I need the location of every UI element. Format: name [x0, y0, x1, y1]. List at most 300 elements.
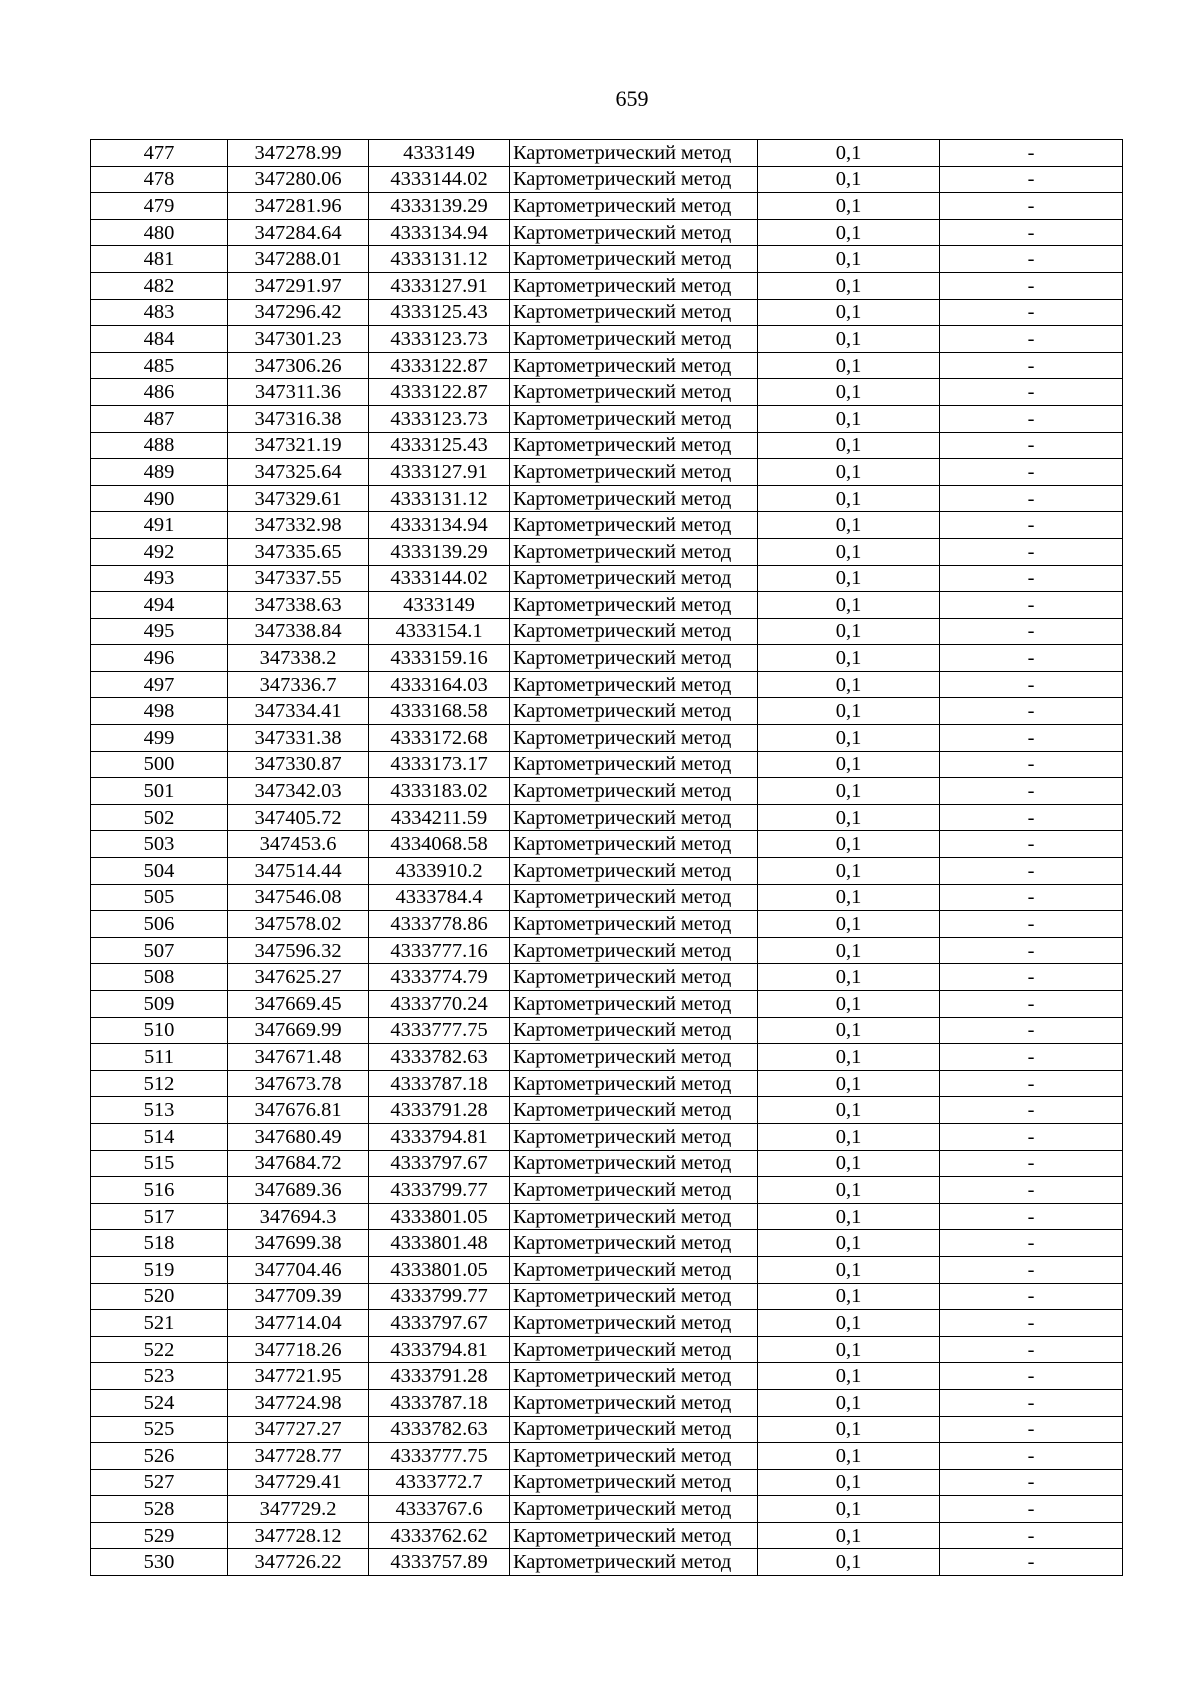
x-coordinate-cell: 347728.77: [228, 1443, 369, 1470]
y-coordinate-cell: 4333910.2: [369, 858, 510, 885]
y-coordinate-cell: 4333123.73: [369, 326, 510, 353]
method-cell: Картометрический метод: [510, 725, 758, 752]
description-cell: -: [940, 1044, 1123, 1071]
accuracy-cell: 0,1: [758, 778, 940, 805]
table-row: [91, 512, 1123, 539]
point-number-cell: 521: [91, 1310, 228, 1337]
point-number-cell: 506: [91, 911, 228, 938]
x-coordinate-cell: 347729.2: [228, 1496, 369, 1523]
description-cell: -: [940, 193, 1123, 220]
accuracy-cell: 0,1: [758, 1336, 940, 1363]
method-cell: Картометрический метод: [510, 592, 758, 619]
description-cell: -: [940, 299, 1123, 326]
y-coordinate-cell: 4333801.05: [369, 1256, 510, 1283]
point-number-cell: 483: [91, 299, 228, 326]
description-cell: -: [940, 1097, 1123, 1124]
x-coordinate-cell: 347673.78: [228, 1070, 369, 1097]
point-number-cell: 486: [91, 379, 228, 406]
x-coordinate-cell: 347684.72: [228, 1150, 369, 1177]
accuracy-cell: 0,1: [758, 804, 940, 831]
x-coordinate-cell: 347284.64: [228, 219, 369, 246]
x-coordinate-cell: 347338.84: [228, 618, 369, 645]
table-row: [91, 751, 1123, 778]
point-number-cell: 512: [91, 1070, 228, 1097]
y-coordinate-cell: 4333772.7: [369, 1469, 510, 1496]
description-cell: -: [940, 1256, 1123, 1283]
accuracy-cell: 0,1: [758, 911, 940, 938]
accuracy-cell: 0,1: [758, 671, 940, 698]
x-coordinate-cell: 347718.26: [228, 1336, 369, 1363]
method-cell: Картометрический метод: [510, 1017, 758, 1044]
y-coordinate-cell: 4333131.12: [369, 246, 510, 273]
point-number-cell: 517: [91, 1203, 228, 1230]
accuracy-cell: 0,1: [758, 1123, 940, 1150]
point-number-cell: 519: [91, 1256, 228, 1283]
x-coordinate-cell: 347625.27: [228, 964, 369, 991]
description-cell: -: [940, 512, 1123, 539]
y-coordinate-cell: 4333173.17: [369, 751, 510, 778]
y-coordinate-cell: 4333149: [369, 140, 510, 167]
description-cell: -: [940, 804, 1123, 831]
table-row: [91, 911, 1123, 938]
table-row: [91, 565, 1123, 592]
y-coordinate-cell: 4333791.28: [369, 1097, 510, 1124]
x-coordinate-cell: 347669.99: [228, 1017, 369, 1044]
description-cell: -: [940, 884, 1123, 911]
x-coordinate-cell: 347325.64: [228, 459, 369, 486]
x-coordinate-cell: 347721.95: [228, 1363, 369, 1390]
description-cell: -: [940, 964, 1123, 991]
table-row: [91, 1469, 1123, 1496]
point-number-cell: 502: [91, 804, 228, 831]
x-coordinate-cell: 347726.22: [228, 1549, 369, 1576]
x-coordinate-cell: 347306.26: [228, 352, 369, 379]
table-row: [91, 778, 1123, 805]
accuracy-cell: 0,1: [758, 538, 940, 565]
table-row: [91, 459, 1123, 486]
description-cell: -: [940, 140, 1123, 167]
y-coordinate-cell: 4333794.81: [369, 1123, 510, 1150]
table-row: [91, 1283, 1123, 1310]
x-coordinate-cell: 347321.19: [228, 432, 369, 459]
x-coordinate-cell: 347336.7: [228, 671, 369, 698]
method-cell: Картометрический метод: [510, 538, 758, 565]
method-cell: Картометрический метод: [510, 352, 758, 379]
y-coordinate-cell: 4333799.77: [369, 1177, 510, 1204]
accuracy-cell: 0,1: [758, 725, 940, 752]
point-number-cell: 525: [91, 1416, 228, 1443]
y-coordinate-cell: 4333122.87: [369, 379, 510, 406]
description-cell: -: [940, 1150, 1123, 1177]
method-cell: Картометрический метод: [510, 1469, 758, 1496]
point-number-cell: 490: [91, 485, 228, 512]
x-coordinate-cell: 347453.6: [228, 831, 369, 858]
accuracy-cell: 0,1: [758, 964, 940, 991]
table-row: [91, 140, 1123, 167]
y-coordinate-cell: 4333123.73: [369, 405, 510, 432]
accuracy-cell: 0,1: [758, 1230, 940, 1257]
table-row: [91, 884, 1123, 911]
accuracy-cell: 0,1: [758, 831, 940, 858]
accuracy-cell: 0,1: [758, 1443, 940, 1470]
point-number-cell: 510: [91, 1017, 228, 1044]
description-cell: -: [940, 911, 1123, 938]
accuracy-cell: 0,1: [758, 618, 940, 645]
y-coordinate-cell: 4333134.94: [369, 219, 510, 246]
x-coordinate-cell: 347281.96: [228, 193, 369, 220]
table-row: [91, 538, 1123, 565]
table-row: [91, 246, 1123, 273]
table-row: [91, 1549, 1123, 1576]
y-coordinate-cell: 4334068.58: [369, 831, 510, 858]
y-coordinate-cell: 4333799.77: [369, 1283, 510, 1310]
x-coordinate-cell: 347291.97: [228, 272, 369, 299]
y-coordinate-cell: 4333139.29: [369, 538, 510, 565]
accuracy-cell: 0,1: [758, 884, 940, 911]
method-cell: Картометрический метод: [510, 618, 758, 645]
table-row: [91, 1363, 1123, 1390]
accuracy-cell: 0,1: [758, 272, 940, 299]
table-row: [91, 299, 1123, 326]
y-coordinate-cell: 4333183.02: [369, 778, 510, 805]
y-coordinate-cell: 4333131.12: [369, 485, 510, 512]
page-number: 659: [615, 86, 649, 111]
description-cell: -: [940, 1283, 1123, 1310]
y-coordinate-cell: 4333762.62: [369, 1522, 510, 1549]
x-coordinate-cell: 347278.99: [228, 140, 369, 167]
point-number-cell: 523: [91, 1363, 228, 1390]
table-row: [91, 1097, 1123, 1124]
table-row: [91, 193, 1123, 220]
method-cell: Картометрический метод: [510, 1256, 758, 1283]
x-coordinate-cell: 347578.02: [228, 911, 369, 938]
description-cell: -: [940, 166, 1123, 193]
method-cell: Картометрический метод: [510, 1496, 758, 1523]
y-coordinate-cell: 4333125.43: [369, 432, 510, 459]
point-number-cell: 499: [91, 725, 228, 752]
table-row: [91, 326, 1123, 353]
table-row: [91, 1416, 1123, 1443]
y-coordinate-cell: 4333164.03: [369, 671, 510, 698]
point-number-cell: 479: [91, 193, 228, 220]
accuracy-cell: 0,1: [758, 485, 940, 512]
accuracy-cell: 0,1: [758, 1363, 940, 1390]
description-cell: -: [940, 1336, 1123, 1363]
method-cell: Картометрический метод: [510, 565, 758, 592]
description-cell: -: [940, 778, 1123, 805]
table-row: [91, 1443, 1123, 1470]
accuracy-cell: 0,1: [758, 405, 940, 432]
method-cell: Картометрический метод: [510, 1363, 758, 1390]
x-coordinate-cell: 347669.45: [228, 991, 369, 1018]
point-number-cell: 505: [91, 884, 228, 911]
description-cell: -: [940, 485, 1123, 512]
x-coordinate-cell: 347301.23: [228, 326, 369, 353]
method-cell: Картометрический метод: [510, 937, 758, 964]
description-cell: -: [940, 352, 1123, 379]
y-coordinate-cell: 4333797.67: [369, 1150, 510, 1177]
method-cell: Картометрический метод: [510, 1522, 758, 1549]
description-cell: -: [940, 1203, 1123, 1230]
method-cell: Картометрический метод: [510, 1310, 758, 1337]
y-coordinate-cell: 4333144.02: [369, 565, 510, 592]
x-coordinate-cell: 347338.63: [228, 592, 369, 619]
point-number-cell: 498: [91, 698, 228, 725]
accuracy-cell: 0,1: [758, 565, 940, 592]
table-row: [91, 1496, 1123, 1523]
y-coordinate-cell: 4333770.24: [369, 991, 510, 1018]
point-number-cell: 492: [91, 538, 228, 565]
method-cell: Картометрический метод: [510, 326, 758, 353]
method-cell: Картометрический метод: [510, 698, 758, 725]
table-row: [91, 219, 1123, 246]
table-row: [91, 1310, 1123, 1337]
method-cell: Картометрический метод: [510, 485, 758, 512]
table-row: [91, 1230, 1123, 1257]
method-cell: Картометрический метод: [510, 1389, 758, 1416]
accuracy-cell: 0,1: [758, 193, 940, 220]
point-number-cell: 526: [91, 1443, 228, 1470]
table-row: [91, 804, 1123, 831]
table-row: [91, 1017, 1123, 1044]
method-cell: Картометрический метод: [510, 459, 758, 486]
x-coordinate-cell: 347729.41: [228, 1469, 369, 1496]
accuracy-cell: 0,1: [758, 1522, 940, 1549]
description-cell: -: [940, 725, 1123, 752]
table-row: [91, 858, 1123, 885]
point-number-cell: 520: [91, 1283, 228, 1310]
y-coordinate-cell: 4333757.89: [369, 1549, 510, 1576]
description-cell: -: [940, 1017, 1123, 1044]
point-number-cell: 501: [91, 778, 228, 805]
point-number-cell: 514: [91, 1123, 228, 1150]
accuracy-cell: 0,1: [758, 1097, 940, 1124]
x-coordinate-cell: 347546.08: [228, 884, 369, 911]
x-coordinate-cell: 347694.3: [228, 1203, 369, 1230]
table-row: [91, 1522, 1123, 1549]
method-cell: Картометрический метод: [510, 299, 758, 326]
point-number-cell: 488: [91, 432, 228, 459]
description-cell: -: [940, 326, 1123, 353]
table-row: [91, 166, 1123, 193]
y-coordinate-cell: 4333782.63: [369, 1416, 510, 1443]
y-coordinate-cell: 4333168.58: [369, 698, 510, 725]
x-coordinate-cell: 347334.41: [228, 698, 369, 725]
method-cell: Картометрический метод: [510, 1230, 758, 1257]
table-row: [91, 592, 1123, 619]
description-cell: -: [940, 1469, 1123, 1496]
coordinates-table: [90, 139, 1123, 1576]
accuracy-cell: 0,1: [758, 1203, 940, 1230]
description-cell: -: [940, 698, 1123, 725]
description-cell: -: [940, 1123, 1123, 1150]
method-cell: Картометрический метод: [510, 140, 758, 167]
y-coordinate-cell: 4333122.87: [369, 352, 510, 379]
accuracy-cell: 0,1: [758, 246, 940, 273]
y-coordinate-cell: 4333154.1: [369, 618, 510, 645]
description-cell: -: [940, 219, 1123, 246]
accuracy-cell: 0,1: [758, 1469, 940, 1496]
description-cell: -: [940, 991, 1123, 1018]
point-number-cell: 482: [91, 272, 228, 299]
description-cell: -: [940, 858, 1123, 885]
point-number-cell: 513: [91, 1097, 228, 1124]
x-coordinate-cell: 347337.55: [228, 565, 369, 592]
point-number-cell: 497: [91, 671, 228, 698]
point-number-cell: 504: [91, 858, 228, 885]
table-row: [91, 1203, 1123, 1230]
description-cell: -: [940, 592, 1123, 619]
x-coordinate-cell: 347704.46: [228, 1256, 369, 1283]
coordinates-table-body: [91, 140, 1123, 1576]
accuracy-cell: 0,1: [758, 1150, 940, 1177]
method-cell: Картометрический метод: [510, 1443, 758, 1470]
description-cell: -: [940, 1363, 1123, 1390]
table-row: [91, 1336, 1123, 1363]
table-row: [91, 379, 1123, 406]
x-coordinate-cell: 347724.98: [228, 1389, 369, 1416]
accuracy-cell: 0,1: [758, 1017, 940, 1044]
table-row: [91, 991, 1123, 1018]
point-number-cell: 491: [91, 512, 228, 539]
x-coordinate-cell: 347514.44: [228, 858, 369, 885]
y-coordinate-cell: 4333801.05: [369, 1203, 510, 1230]
point-number-cell: 516: [91, 1177, 228, 1204]
y-coordinate-cell: 4333777.16: [369, 937, 510, 964]
accuracy-cell: 0,1: [758, 858, 940, 885]
y-coordinate-cell: 4333127.91: [369, 272, 510, 299]
y-coordinate-cell: 4333149: [369, 592, 510, 619]
method-cell: Картометрический метод: [510, 246, 758, 273]
description-cell: -: [940, 831, 1123, 858]
x-coordinate-cell: 347288.01: [228, 246, 369, 273]
x-coordinate-cell: 347330.87: [228, 751, 369, 778]
method-cell: Картометрический метод: [510, 1044, 758, 1071]
description-cell: -: [940, 1416, 1123, 1443]
point-number-cell: 515: [91, 1150, 228, 1177]
method-cell: Картометрический метод: [510, 1336, 758, 1363]
table-row: [91, 272, 1123, 299]
accuracy-cell: 0,1: [758, 751, 940, 778]
table-row: [91, 645, 1123, 672]
x-coordinate-cell: 347680.49: [228, 1123, 369, 1150]
description-cell: -: [940, 937, 1123, 964]
x-coordinate-cell: 347699.38: [228, 1230, 369, 1257]
x-coordinate-cell: 347676.81: [228, 1097, 369, 1124]
accuracy-cell: 0,1: [758, 219, 940, 246]
x-coordinate-cell: 347335.65: [228, 538, 369, 565]
x-coordinate-cell: 347727.27: [228, 1416, 369, 1443]
point-number-cell: 494: [91, 592, 228, 619]
point-number-cell: 477: [91, 140, 228, 167]
method-cell: Картометрический метод: [510, 671, 758, 698]
y-coordinate-cell: 4333172.68: [369, 725, 510, 752]
point-number-cell: 522: [91, 1336, 228, 1363]
table-row: [91, 432, 1123, 459]
y-coordinate-cell: 4333774.79: [369, 964, 510, 991]
y-coordinate-cell: 4333777.75: [369, 1017, 510, 1044]
y-coordinate-cell: 4333791.28: [369, 1363, 510, 1390]
method-cell: Картометрический метод: [510, 272, 758, 299]
method-cell: Картометрический метод: [510, 911, 758, 938]
method-cell: Картометрический метод: [510, 1549, 758, 1576]
point-number-cell: 484: [91, 326, 228, 353]
description-cell: -: [940, 272, 1123, 299]
method-cell: Картометрический метод: [510, 1097, 758, 1124]
x-coordinate-cell: 347316.38: [228, 405, 369, 432]
y-coordinate-cell: 4333159.16: [369, 645, 510, 672]
x-coordinate-cell: 347338.2: [228, 645, 369, 672]
x-coordinate-cell: 347311.36: [228, 379, 369, 406]
y-coordinate-cell: 4333777.75: [369, 1443, 510, 1470]
description-cell: -: [940, 1389, 1123, 1416]
table-row: [91, 405, 1123, 432]
accuracy-cell: 0,1: [758, 1283, 940, 1310]
method-cell: Картометрический метод: [510, 778, 758, 805]
method-cell: Картометрический метод: [510, 645, 758, 672]
accuracy-cell: 0,1: [758, 512, 940, 539]
y-coordinate-cell: 4333787.18: [369, 1070, 510, 1097]
accuracy-cell: 0,1: [758, 379, 940, 406]
method-cell: Картометрический метод: [510, 831, 758, 858]
accuracy-cell: 0,1: [758, 1177, 940, 1204]
x-coordinate-cell: 347280.06: [228, 166, 369, 193]
description-cell: -: [940, 751, 1123, 778]
description-cell: -: [940, 432, 1123, 459]
y-coordinate-cell: 4333134.94: [369, 512, 510, 539]
description-cell: -: [940, 538, 1123, 565]
point-number-cell: 485: [91, 352, 228, 379]
method-cell: Картометрический метод: [510, 1150, 758, 1177]
accuracy-cell: 0,1: [758, 352, 940, 379]
x-coordinate-cell: 347405.72: [228, 804, 369, 831]
method-cell: Картометрический метод: [510, 991, 758, 1018]
description-cell: -: [940, 1310, 1123, 1337]
y-coordinate-cell: 4333797.67: [369, 1310, 510, 1337]
point-number-cell: 503: [91, 831, 228, 858]
method-cell: Картометрический метод: [510, 884, 758, 911]
description-cell: -: [940, 565, 1123, 592]
method-cell: Картометрический метод: [510, 193, 758, 220]
point-number-cell: 518: [91, 1230, 228, 1257]
x-coordinate-cell: 347296.42: [228, 299, 369, 326]
point-number-cell: 528: [91, 1496, 228, 1523]
accuracy-cell: 0,1: [758, 1416, 940, 1443]
accuracy-cell: 0,1: [758, 432, 940, 459]
table-row: [91, 485, 1123, 512]
description-cell: -: [940, 379, 1123, 406]
y-coordinate-cell: 4334211.59: [369, 804, 510, 831]
point-number-cell: 478: [91, 166, 228, 193]
y-coordinate-cell: 4333778.86: [369, 911, 510, 938]
method-cell: Картометрический метод: [510, 964, 758, 991]
table-row: [91, 1150, 1123, 1177]
description-cell: -: [940, 459, 1123, 486]
table-row: [91, 1256, 1123, 1283]
table-row: [91, 1123, 1123, 1150]
method-cell: Картометрический метод: [510, 858, 758, 885]
x-coordinate-cell: 347728.12: [228, 1522, 369, 1549]
table-row: [91, 831, 1123, 858]
x-coordinate-cell: 347714.04: [228, 1310, 369, 1337]
method-cell: Картометрический метод: [510, 405, 758, 432]
table-row: [91, 698, 1123, 725]
method-cell: Картометрический метод: [510, 432, 758, 459]
accuracy-cell: 0,1: [758, 1044, 940, 1071]
accuracy-cell: 0,1: [758, 1256, 940, 1283]
description-cell: -: [940, 405, 1123, 432]
table-row: [91, 671, 1123, 698]
